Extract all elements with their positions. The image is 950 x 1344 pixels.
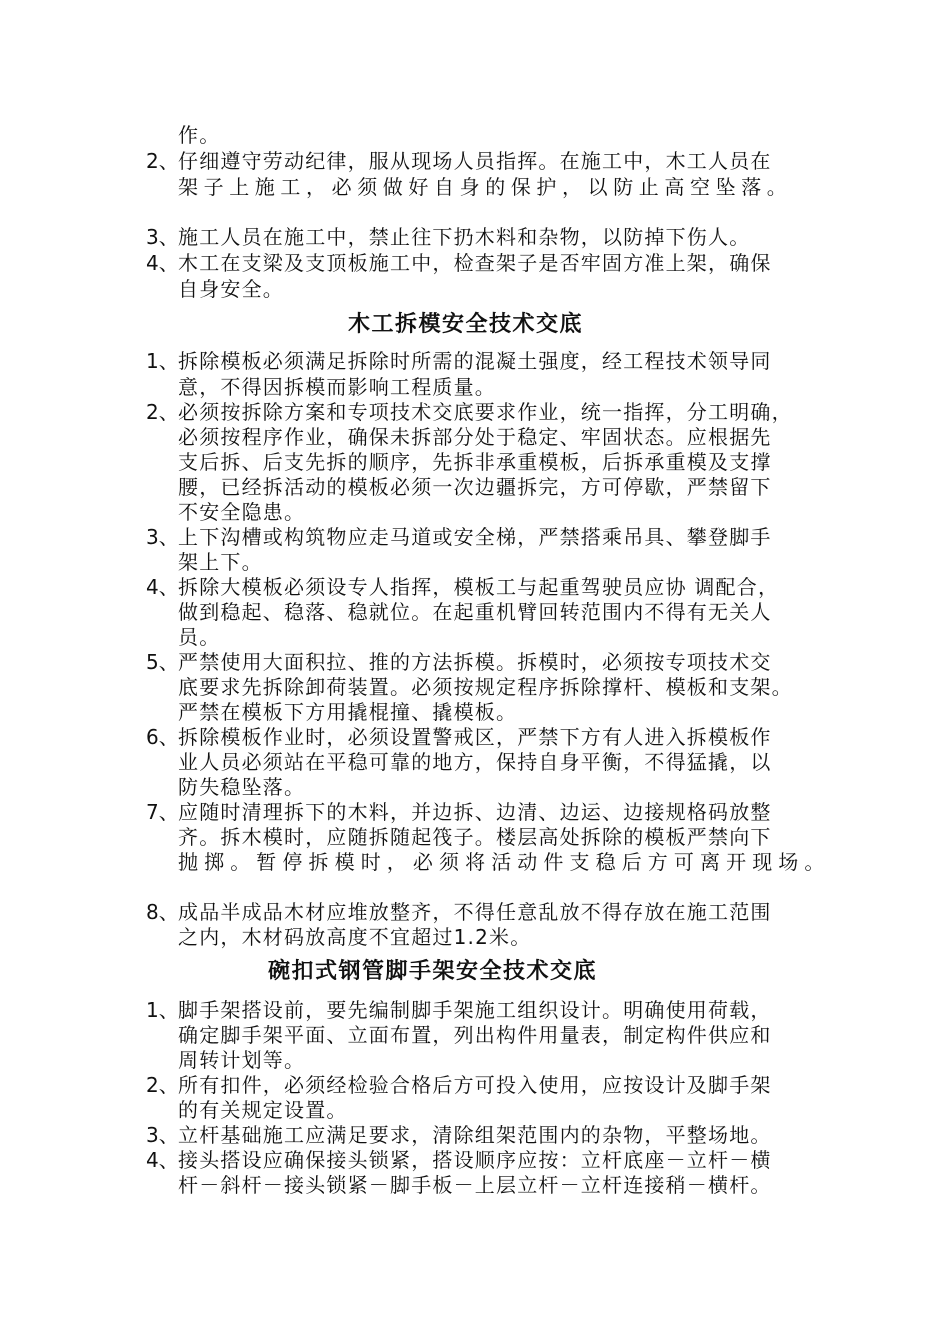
item-number: 2、 [146,1073,179,1097]
item-text: 周转计划等。 [178,1048,306,1072]
item-number: 2、 [146,400,179,424]
item-text: 之内，木材码放高度不宜超过1.2米。 [178,925,532,949]
item-text: 抛掷。暂停拆模时，必须将活动件支稳后方可离开现场。 [178,850,831,874]
section-title: 木工拆模安全技术交底 [348,312,584,337]
item-text: 应随时清理拆下的木料，并边拆、边清、边运、边接规格码放整 [178,800,772,824]
item-text: 必须按程序作业，确保未拆部分处于稳定、牢固状态。应根据先 [178,425,772,449]
item-text: 架上下。 [178,550,263,574]
item-text: 防失稳坠落。 [178,775,306,799]
item-text: 自身安全。 [178,277,284,301]
item-text: 仔细遵守劳动纪律，服从现场人员指挥。在施工中，木工人员在 [178,149,772,173]
item-text: 齐。拆木模时，应随拆随起筏子。楼层高处拆除的模板严禁向下 [178,825,772,849]
item-number: 3、 [146,225,179,249]
item-text: 业人员必须站在平稳可靠的地方，保持自身平衡，不得猛撬，以 [178,750,772,774]
item-text: 接头搭设应确保接头锁紧，搭设顺序应按：立杆底座－立杆－横 [178,1148,772,1172]
item-number: 3、 [146,1123,179,1147]
item-text: 严禁在模板下方用撬棍撞、撬模板。 [178,700,518,724]
item-text: 架子上施工，必须做好自身的保护，以防止高空坠落。 [178,175,793,199]
item-text: 拆除模板必须满足拆除时所需的混凝土强度，经工程技术领导同 [178,349,772,373]
item-number: 8、 [146,900,179,924]
item-number: 6、 [146,725,179,749]
item-text: 不安全隐患。 [178,500,306,524]
item-text: 拆除大模板必须设专人指挥，模板工与起重驾驶员应协 调配合， [178,575,780,599]
item-text: 成品半成品木材应堆放整齐，不得任意乱放不得存放在施工范围 [178,900,772,924]
intro-continuation: 作。 [178,123,221,147]
item-text: 拆除模板作业时，必须设置警戒区，严禁下方有人进入拆模板作 [178,725,772,749]
item-text: 立杆基础施工应满足要求，清除组架范围内的杂物，平整场地。 [178,1123,772,1147]
section-title: 碗扣式钢管脚手架安全技术交底 [268,959,598,984]
item-text: 上下沟槽或构筑物应走马道或安全梯，严禁搭乘吊具、攀登脚手 [178,525,772,549]
item-number: 3、 [146,525,179,549]
item-text: 所有扣件，必须经检验合格后方可投入使用，应按设计及脚手架 [178,1073,772,1097]
item-text: 严禁使用大面积拉、推的方法拆模。拆模时，必须按专项技术交 [178,650,772,674]
item-text: 施工人员在施工中，禁止往下扔木料和杂物，以防掉下伤人。 [178,225,751,249]
item-number: 7、 [146,800,179,824]
item-text: 脚手架搭设前，要先编制脚手架施工组织设计。明确使用荷载， [178,998,772,1022]
item-text: 木工在支梁及支顶板施工中，检查架子是否牢固方准上架，确保 [178,251,772,275]
item-number: 1、 [146,349,179,373]
item-number: 4、 [146,251,179,275]
item-number: 1、 [146,998,179,1022]
item-number: 5、 [146,650,179,674]
item-number: 2、 [146,149,179,173]
item-number: 4、 [146,575,179,599]
item-text: 意，不得因拆模而影响工程质量。 [178,375,496,399]
item-text: 腰，已经拆活动的模板必须一次边疆拆完，方可停歇，严禁留下 [178,475,772,499]
item-text: 杆－斜杆－接头锁紧－脚手板－上层立杆－立杆连接稍－横杆。 [178,1173,772,1197]
item-text: 的有关规定设置。 [178,1098,348,1122]
item-text: 确定脚手架平面、立面布置，列出构件用量表，制定构件供应和 [178,1023,772,1047]
item-text: 员。 [178,625,221,649]
item-text: 必须按拆除方案和专项技术交底要求作业，统一指挥，分工明确， [178,400,793,424]
item-text: 做到稳起、稳落、稳就位。在起重机臂回转范围内不得有无关人 [178,600,772,624]
item-text: 底要求先拆除卸荷装置。必须按规定程序拆除撑杆、模板和支架。 [178,675,793,699]
item-number: 4、 [146,1148,179,1172]
item-text: 支后拆、后支先拆的顺序，先拆非承重模板，后拆承重模及支撑 [178,450,772,474]
